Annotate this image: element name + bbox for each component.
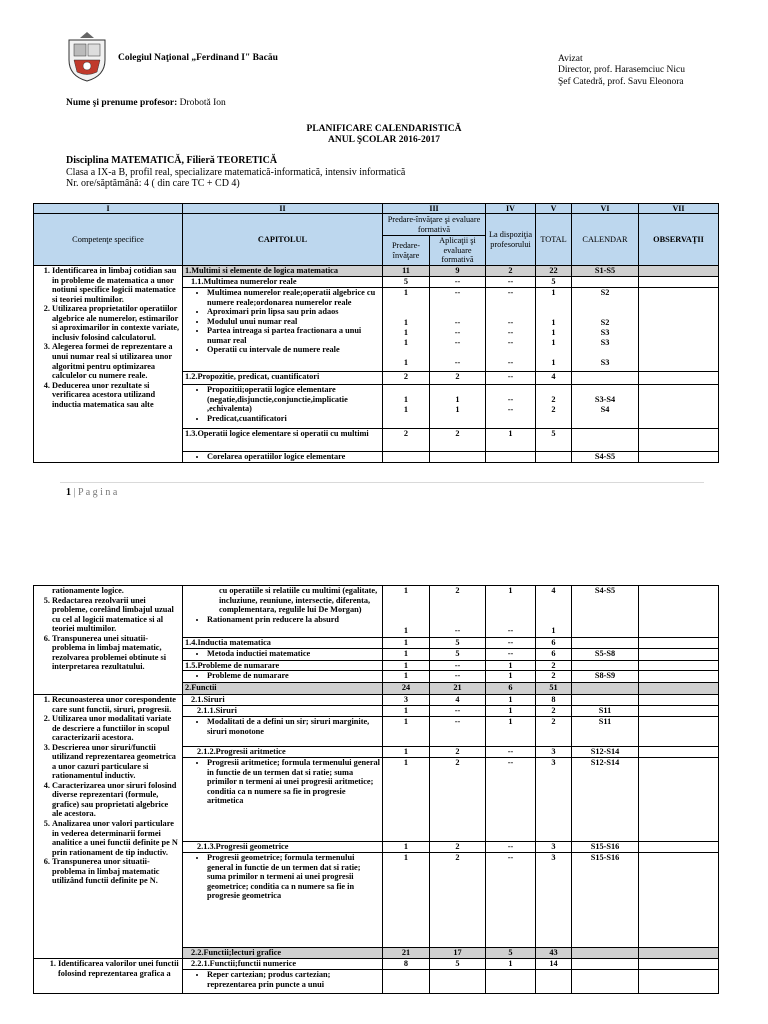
topic-item: • Modalitati de a defini un sir; siruri marginite, siruri monotone — [207, 717, 380, 736]
obs-cell — [639, 277, 719, 288]
topics-cell — [183, 452, 383, 463]
topics-cell — [183, 648, 383, 660]
total-cell — [536, 452, 572, 463]
class-line: Clasa a IX-a B, profil real, specializare matematică-informatică, intensiv informatică — [66, 166, 406, 178]
obs-cell — [639, 853, 719, 948]
approval-label: Avizat — [558, 54, 583, 64]
obs-cell — [639, 429, 719, 452]
calendar-cell — [572, 660, 639, 671]
predare-cell: 2 — [383, 372, 430, 385]
disp-cell: 1 — [486, 695, 536, 706]
table-row — [34, 266, 719, 277]
aplicatii-cell: 5 — [430, 648, 486, 660]
obs-cell — [639, 372, 719, 385]
predare-cell: 1 1 — [383, 385, 430, 429]
total-cell: 4 1 — [536, 586, 572, 638]
competency-item: 2. Utilizarea unor modalitati variate de descriere a functiilor in scopul caracterizarii acestora. — [52, 714, 180, 743]
topic-item: • Progresii aritmetice; formula termenului general in functie de un termen dat si ratie; suma primilor n termeni ai unei progresii aritmetice; conditia ca n numere sa fie in progresie aritmetica — [207, 758, 380, 806]
predare-cell: 1 1 — [383, 586, 430, 638]
competency-item: 1. Recunoasterea unor corespondente care sunt functii, siruri, progresii. — [52, 695, 180, 714]
competency-item: 2. Utilizarea proprietatilor operatiilor algebrice ale numerelor, estimarilor si aproximarilor in contexte variate, inclusiv folosind calculatorul. — [52, 304, 180, 342]
aplicatii-cell: -- — [430, 277, 486, 288]
total-cell: 2 — [536, 671, 572, 683]
calendar-cell: S4-S5 — [572, 452, 639, 463]
school-crest-logo — [64, 30, 110, 82]
total-cell: 8 — [536, 695, 572, 706]
topic-item: • Modulul unui numar real — [207, 317, 380, 327]
col-iii: III — [383, 204, 486, 214]
aplicatii-cell: 17 — [430, 948, 486, 959]
competencies-cell — [34, 695, 183, 959]
topic-list — [185, 671, 380, 681]
footer-rule — [60, 482, 704, 483]
header-aplicatii: Aplicaţii şi evaluare formativă — [430, 236, 486, 266]
aplicatii-cell: 9 — [430, 266, 486, 277]
obs-cell — [639, 842, 719, 853]
chapter-cell: 2.1.3.Progresii geometrice — [183, 842, 383, 853]
page-number: 1 — [66, 487, 71, 498]
competencies-list — [36, 695, 180, 886]
roman-header-row — [34, 204, 719, 214]
obs-cell — [639, 586, 719, 638]
aplicatii-cell: -- -- -- -- -- — [430, 288, 486, 372]
school-name: Colegiul Naţional „Ferdinand I" Bacău — [118, 53, 278, 63]
col-ii: II — [183, 204, 383, 214]
obs-cell — [639, 706, 719, 717]
competencies-cell — [34, 266, 183, 463]
chapter-cell: 1.5.Probleme de numarare — [183, 660, 383, 671]
calendar-cell — [572, 372, 639, 385]
total-cell: 5 — [536, 277, 572, 288]
disp-cell: -- — [486, 842, 536, 853]
obs-cell — [639, 671, 719, 683]
predare-cell — [383, 970, 430, 994]
disp-cell — [486, 970, 536, 994]
header-calendar: CALENDAR — [572, 214, 639, 266]
col-vii: VII — [639, 204, 719, 214]
calendar-cell — [572, 970, 639, 994]
aplicatii-cell: 2 — [430, 372, 486, 385]
topic-item: • Metoda inductiei matematice — [207, 649, 380, 659]
calendar-cell — [572, 695, 639, 706]
topic-list — [185, 385, 380, 423]
obs-cell — [639, 970, 719, 994]
topics-cell — [183, 288, 383, 372]
aplicatii-cell: -- — [430, 717, 486, 747]
chapter-cell: 2.Functii — [183, 683, 383, 695]
header-capitolul: CAPITOLUL — [183, 214, 383, 266]
calendar-cell: S8-S9 — [572, 671, 639, 683]
document-title: PLANIFICARE CALENDARISTICĂ — [306, 124, 462, 134]
disp-cell: 1 — [486, 706, 536, 717]
teacher-name: Drobotă Ion — [179, 98, 226, 108]
chapter-cell: 2.1.2.Progresii aritmetice — [183, 747, 383, 758]
disp-cell: -- -- — [486, 385, 536, 429]
disp-cell: -- — [486, 638, 536, 649]
disp-cell: 1 — [486, 959, 536, 970]
predare-cell: 8 — [383, 959, 430, 970]
obs-cell — [639, 266, 719, 277]
discipline-block — [66, 155, 405, 190]
predare-cell: 11 — [383, 266, 430, 277]
header-predare-group: Predare-învăţare şi evaluare formativă — [383, 214, 486, 236]
obs-cell — [639, 683, 719, 695]
topic-list — [185, 758, 380, 806]
header-total: TOTAL — [536, 214, 572, 266]
chapter-cell: 1.3.Operatii logice elementare si operatii cu multimi — [183, 429, 383, 452]
head-of-department-line: Şef Catedră, prof. Savu Eleonora — [558, 76, 684, 87]
predare-cell: 21 — [383, 948, 430, 959]
obs-cell — [639, 758, 719, 842]
disp-cell — [486, 452, 536, 463]
approval-block — [558, 54, 685, 88]
page-gap — [0, 520, 768, 583]
disp-cell: 1 — [486, 671, 536, 683]
topic-item: • Aproximari prin lipsa sau prin adaos — [207, 307, 380, 317]
topic-item: • Operatii cu intervale de numere reale — [207, 345, 380, 355]
director-line: Director, prof. Harasemciuc Nicu — [558, 65, 686, 76]
obs-cell — [639, 638, 719, 649]
competency-item: 4. Caracterizarea unor siruri folosind diverse reprezentari (formule, grafice) sau proprietati algebrice ale acestora. — [52, 781, 180, 819]
total-cell: 3 — [536, 842, 572, 853]
aplicatii-cell: 2 — [430, 758, 486, 842]
topic-item: • Predicat,cuantificatori — [207, 414, 380, 424]
competency-item: 1. Identificarea in limbaj cotidian sau in probleme de matematica a unor notiuni specifice logicii matematice si teoriei multimilor. — [52, 266, 180, 304]
calendar-cell: S11 — [572, 717, 639, 747]
total-cell: 3 — [536, 758, 572, 842]
header-predare: Predare-învăţare — [383, 236, 430, 266]
topics-cell — [183, 853, 383, 948]
predare-cell: 1 — [383, 842, 430, 853]
topic-item: • Propozitii;operatii logice elementare (negatie,disjunctie,conjunctie,implicatie ,echivalenta) — [207, 385, 380, 414]
disp-cell: 1 -- — [486, 586, 536, 638]
competency-item: 4. Deducerea unor rezultate si verificarea acestora utilizand inductia matematica sau alte — [52, 381, 180, 410]
predare-cell: 1 1 1 1 1 — [383, 288, 430, 372]
calendar-cell: S12-S14 — [572, 758, 639, 842]
total-cell: 51 — [536, 683, 572, 695]
disp-cell: -- -- -- -- -- — [486, 288, 536, 372]
calendar-cell: S15-S16 — [572, 842, 639, 853]
aplicatii-cell: 4 — [430, 695, 486, 706]
school-year: ANUL ŞCOLAR 2016-2017 — [328, 135, 440, 145]
total-cell: 2 — [536, 717, 572, 747]
calendar-cell — [572, 429, 639, 452]
topic-list — [185, 288, 380, 355]
chapter-cell: 2.2.1.Functii;functii numerice — [183, 959, 383, 970]
header-observatii: OBSERVAŢII — [639, 214, 719, 266]
teacher-label: Nume şi prenume profesor: — [66, 98, 178, 108]
obs-cell — [639, 660, 719, 671]
competency-item: 5. Analizarea unor valori particulare in vederea determinarii formei analitice a unei functii definite pe N prin rationament de tip inductiv. — [52, 819, 180, 857]
topic-continuation: cu operatiile si relatiile cu multimi (egalitate, incluziune, reuniune, intersectie, diferenta, complementara, regulile lui De Morgan) — [219, 586, 378, 615]
obs-cell — [639, 717, 719, 747]
page-2 — [0, 583, 768, 1024]
total-cell: 3 — [536, 853, 572, 948]
competencies-cell — [34, 586, 183, 695]
calendar-cell: S11 — [572, 706, 639, 717]
aplicatii-cell: 2 -- — [430, 586, 486, 638]
total-cell: 1 1 1 1 1 — [536, 288, 572, 372]
total-cell — [536, 970, 572, 994]
disp-cell: -- — [486, 758, 536, 842]
page-label: P a g i n a — [78, 487, 118, 498]
competencies-cell — [34, 959, 183, 994]
calendar-cell — [572, 948, 639, 959]
predare-cell: 1 — [383, 671, 430, 683]
disp-cell: 1 — [486, 429, 536, 452]
predare-cell: 24 — [383, 683, 430, 695]
total-cell: 2 2 — [536, 385, 572, 429]
topic-item: • Rationament prin reducere la absurd — [207, 615, 380, 625]
aplicatii-cell — [430, 970, 486, 994]
total-cell: 6 — [536, 638, 572, 649]
header-competente: Competenţe specifice — [34, 214, 183, 266]
header-disp: La dispoziţia profesorului — [486, 214, 536, 266]
competencies-list — [36, 266, 180, 409]
predare-cell: 1 — [383, 660, 430, 671]
topic-list — [185, 970, 380, 989]
topic-item: • Partea intreaga si partea fractionara a unui numar real — [207, 326, 380, 345]
competency-item: 5. Redactarea rezolvarii unei probleme, corelând limbajul uzual cu cel al logicii matematice si al teoriei multimilor. — [52, 596, 180, 634]
aplicatii-cell: 2 — [430, 842, 486, 853]
table-row — [34, 959, 719, 970]
topic-list — [185, 717, 380, 736]
aplicatii-cell: 2 — [430, 429, 486, 452]
total-cell: 22 — [536, 266, 572, 277]
col-vi: VI — [572, 204, 639, 214]
aplicatii-cell — [430, 452, 486, 463]
chapter-cell: 1.2.Propozitie, predicat, cuantificatori — [183, 372, 383, 385]
hours-line: Nr. ore/săptămână: 4 ( din care TC + CD 4) — [66, 178, 240, 189]
total-cell: 6 — [536, 648, 572, 660]
chapter-cell: 2.1.Siruri — [183, 695, 383, 706]
total-cell: 43 — [536, 948, 572, 959]
aplicatii-cell: 1 1 — [430, 385, 486, 429]
calendar-cell: S4-S5 — [572, 586, 639, 638]
competency-item: 6. Transpunerea unor situatii-problema in limbaj matematic utilizând functii definite pe N. — [52, 857, 180, 886]
aplicatii-cell: -- — [430, 671, 486, 683]
competency-item: 6. Transpunerea unei situatii-problema in limbaj matematic, rezolvarea problemei obtinute si interpretarea rezultatului. — [52, 634, 180, 672]
topic-list — [185, 853, 380, 901]
calendar-cell: S5-S8 — [572, 648, 639, 660]
chapter-cell: 1.1.Multimea numerelor reale — [183, 277, 383, 288]
planning-table-page-2 — [33, 585, 719, 994]
chapter-cell: 2.1.1.Siruri — [183, 706, 383, 717]
predare-cell: 1 — [383, 853, 430, 948]
topic-item: • Probleme de numarare — [207, 671, 380, 681]
predare-cell: 1 — [383, 706, 430, 717]
predare-cell: 1 — [383, 638, 430, 649]
competency-item: 3. Alegerea formei de reprezentare a unui numar real si utilizarea unor algoritmi pentru optimizarea calculelor cu numere reale. — [52, 342, 180, 380]
obs-cell — [639, 385, 719, 429]
total-cell: 2 — [536, 706, 572, 717]
aplicatii-cell: 2 — [430, 853, 486, 948]
page-footer: 1 | P a g i n a — [66, 487, 118, 498]
calendar-cell: S1-S5 — [572, 266, 639, 277]
disp-cell: 1 — [486, 660, 536, 671]
disp-cell: -- — [486, 747, 536, 758]
header-row-1 — [34, 214, 719, 236]
calendar-cell — [572, 959, 639, 970]
competency-item: 3. Descrierea unor siruri/functii utilizand reprezentarea geometrica a unor cazuri particulare si rationamentul inductiv. — [52, 743, 180, 781]
col-iv: IV — [486, 204, 536, 214]
aplicatii-cell: -- — [430, 660, 486, 671]
total-cell: 2 — [536, 660, 572, 671]
disp-cell: 1 — [486, 717, 536, 747]
aplicatii-cell: -- — [430, 706, 486, 717]
topic-item: • Reper cartezian; produs cartezian; reprezentarea prin puncte a unui — [207, 970, 380, 989]
predare-cell — [383, 452, 430, 463]
disp-cell: -- — [486, 853, 536, 948]
disp-cell: -- — [486, 372, 536, 385]
total-cell: 14 — [536, 959, 572, 970]
predare-cell: 1 — [383, 758, 430, 842]
topic-item: • Progresii geometrice; formula termenului general in functie de un termen dat si ratie; suma primilor n termeni ai unei progresii geometrice; conditia ca n numere sa fie in progresie geometrica — [207, 853, 380, 901]
total-cell: 3 — [536, 747, 572, 758]
predare-cell: 1 — [383, 747, 430, 758]
obs-cell — [639, 288, 719, 372]
disp-cell: -- — [486, 648, 536, 660]
aplicatii-cell: 2 — [430, 747, 486, 758]
total-cell: 4 — [536, 372, 572, 385]
competencies-list — [36, 596, 180, 672]
col-v: V — [536, 204, 572, 214]
competencies-list — [36, 959, 180, 978]
disp-cell: -- — [486, 277, 536, 288]
aplicatii-cell: 21 — [430, 683, 486, 695]
disp-cell: 6 — [486, 683, 536, 695]
competency-item: 1. Identificarea valorilor unei functii folosind reprezentarea grafica a — [58, 959, 180, 978]
predare-cell: 2 — [383, 429, 430, 452]
topics-cell — [183, 970, 383, 994]
obs-cell — [639, 452, 719, 463]
topic-item: • Corelarea operatiilor logice elementare — [207, 452, 380, 462]
obs-cell — [639, 959, 719, 970]
topic-item: • Multimea numerelor reale;operatii algebrice cu numere reale;ordonarea numerelor reale — [207, 288, 380, 307]
table-row — [34, 586, 719, 638]
discipline-line: Disciplina MATEMATICĂ, Filieră TEORETICĂ — [66, 155, 278, 166]
chapter-cell: 1.Multimi si elemente de logica matematica — [183, 266, 383, 277]
topics-cell — [183, 758, 383, 842]
topic-list — [185, 615, 380, 625]
competency-continuation: rationamente logice. — [52, 586, 124, 595]
calendar-cell: S15-S16 — [572, 853, 639, 948]
obs-cell — [639, 747, 719, 758]
calendar-cell — [572, 277, 639, 288]
topics-cell — [183, 586, 383, 638]
col-i: I — [34, 204, 183, 214]
table-row — [34, 695, 719, 706]
disp-cell: 5 — [486, 948, 536, 959]
predare-cell: 1 — [383, 717, 430, 747]
calendar-cell — [572, 683, 639, 695]
calendar-cell: S12-S14 — [572, 747, 639, 758]
chapter-cell: 2.2.Functii;lecturi grafice — [183, 948, 383, 959]
obs-cell — [639, 948, 719, 959]
topics-cell — [183, 717, 383, 747]
topics-cell — [183, 385, 383, 429]
predare-cell: 5 — [383, 277, 430, 288]
aplicatii-cell: 5 — [430, 959, 486, 970]
aplicatii-cell: 5 — [430, 638, 486, 649]
teacher-line — [66, 98, 226, 109]
calendar-cell — [572, 638, 639, 649]
topics-cell — [183, 671, 383, 683]
disp-cell: 2 — [486, 266, 536, 277]
total-cell: 5 — [536, 429, 572, 452]
planning-table-page-1 — [33, 203, 719, 463]
predare-cell: 3 — [383, 695, 430, 706]
topic-list — [185, 649, 380, 659]
topic-list — [185, 452, 380, 462]
predare-cell: 1 — [383, 648, 430, 660]
obs-cell — [639, 648, 719, 660]
chapter-cell: 1.4.Inductia matematica — [183, 638, 383, 649]
calendar-cell: S3-S4 S4 — [572, 385, 639, 429]
obs-cell — [639, 695, 719, 706]
calendar-cell: S2 S2 S3 S3 S3 — [572, 288, 639, 372]
